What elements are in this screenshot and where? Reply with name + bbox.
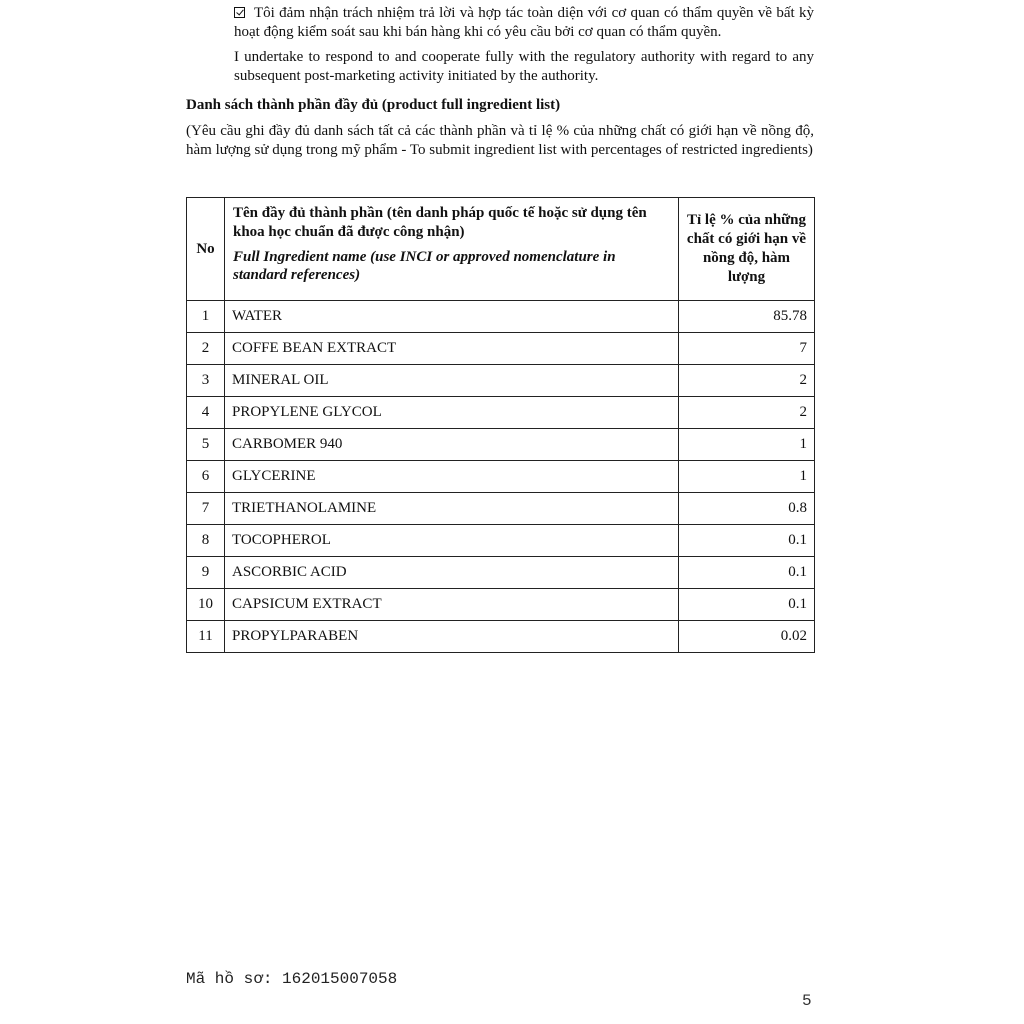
ingredient-no: 10 [187,589,225,621]
ingredient-table [186,197,815,653]
ingredient-no: 11 [187,621,225,653]
table-row [187,557,815,589]
ingredient-name: PROPYLPARABEN [225,621,679,653]
file-code: Mã hồ sơ: 162015007058 [186,970,398,988]
ingredient-percentage: 85.78 [679,301,815,333]
table-row [187,493,815,525]
ingredient-no: 1 [187,301,225,333]
ingredient-percentage: 2 [679,365,815,397]
ingredient-name: WATER [225,301,679,333]
ingredient-name: MINERAL OIL [225,365,679,397]
header-name [225,198,679,301]
table-row [187,397,815,429]
table-row [187,429,815,461]
table-row [187,333,815,365]
ingredient-percentage: 1 [679,429,815,461]
ingredient-no: 4 [187,397,225,429]
section-title: Danh sách thành phần đầy đủ (product full ingredient list) [186,97,561,113]
ingredient-no: 2 [187,333,225,365]
pledge-en-text: I undertake to respond to and cooperate fully with the regulatory authority with regard to any subsequent post-marketing activity initiated by the authority. [234,49,814,84]
table-row [187,365,815,397]
pledge-block [234,4,814,92]
ingredient-no: 3 [187,365,225,397]
ingredient-percentage: 0.1 [679,525,815,557]
pledge-vn-paragraph [234,4,814,42]
ingredient-percentage: 0.02 [679,621,815,653]
ingredient-name: TRIETHANOLAMINE [225,493,679,525]
table-row [187,621,815,653]
ingredient-percentage: 2 [679,397,815,429]
ingredient-no: 7 [187,493,225,525]
section-note: (Yêu cầu ghi đầy đủ danh sách tất cả các thành phần và tỉ lệ % của những chất có giới hạn về nồng độ, hàm lượng sử dụng trong mỹ phẩm - To submit ingredient list with percentages of restricted ingredients) [186,123,814,158]
ingredient-no: 8 [187,525,225,557]
ingredient-no: 6 [187,461,225,493]
table-row [187,525,815,557]
header-name-vn: Tên đầy đủ thành phần (tên danh pháp quốc tế hoặc sử dụng tên khoa học chuẩn đã được công nhận) [233,205,647,240]
ingredient-name: CAPSICUM EXTRACT [225,589,679,621]
header-name-en: Full Ingredient name (use INCI or approved nomenclature in standard references) [233,249,616,283]
ingredient-no: 5 [187,429,225,461]
ingredient-no: 9 [187,557,225,589]
checked-checkbox-icon [234,7,245,18]
ingredient-percentage: 0.8 [679,493,815,525]
table-header-row [187,198,815,301]
ingredient-name: CARBOMER 940 [225,429,679,461]
ingredient-name: PROPYLENE GLYCOL [225,397,679,429]
header-percentage: Tỉ lệ % của những chất có giới hạn về nồng độ, hàm lượng [679,198,815,301]
ingredient-name: TOCOPHEROL [225,525,679,557]
ingredient-name: COFFE BEAN EXTRACT [225,333,679,365]
ingredient-percentage: 1 [679,461,815,493]
ingredient-name: ASCORBIC ACID [225,557,679,589]
table-row [187,301,815,333]
ingredient-percentage: 0.1 [679,557,815,589]
table-row [187,461,815,493]
ingredient-name: GLYCERINE [225,461,679,493]
pledge-vn-text: Tôi đảm nhận trách nhiệm trả lời và hợp tác toàn diện với cơ quan có thẩm quyền về bất kỳ hoạt động kiểm soát sau khi bán hàng khi có yêu cầu bởi cơ quan có thẩm quyền. [234,5,814,40]
table-row [187,589,815,621]
ingredient-percentage: 7 [679,333,815,365]
ingredient-table-body [187,301,815,653]
header-no: No [187,198,225,301]
page-number: 5 [802,992,812,1010]
ingredient-percentage: 0.1 [679,589,815,621]
